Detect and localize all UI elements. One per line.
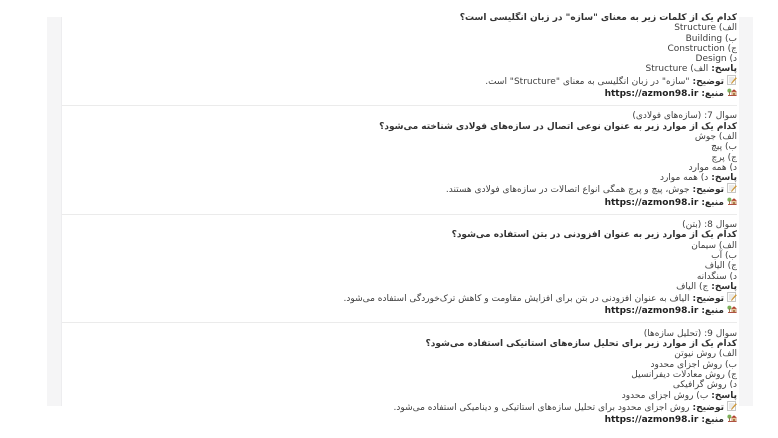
answer-label: پاسخ: (711, 64, 737, 75)
explanation-line (62, 292, 737, 304)
question-block (62, 329, 737, 426)
answer-line (62, 173, 737, 183)
page-gutter-right (739, 17, 753, 406)
explanation-label: توضیح: (692, 402, 724, 413)
explanation-text: الیاف به عنوان افزودنی در بتن برای افزایش مقاومت و کاهش ترک‌خوردگی استفاده می‌شود. (343, 294, 690, 305)
source-label: منبع: (701, 89, 724, 100)
explanation-line (62, 183, 737, 195)
question-header: سوال 7: (سازه‌های فولادی) (632, 111, 737, 122)
option-b: ب) پیچ (711, 142, 737, 153)
explanation-label: توضیح: (692, 185, 724, 196)
answer-line (62, 282, 737, 292)
option-c: ج) پرچ (711, 152, 737, 163)
answer-label: پاسخ: (711, 281, 737, 292)
house-with-garden-icon (727, 87, 737, 97)
option-c: ج) الیاف (704, 261, 737, 272)
option-d: د) سنگدانه (696, 271, 737, 282)
explanation-line (62, 401, 737, 413)
question-text: کدام یک از موارد زیر برای تحلیل سازه‌های استاتیکی استفاده می‌شود؟ (425, 339, 737, 350)
question-text: کدام یک از کلمات زیر به معنای "سازه" در زبان انگلیسی است؟ (459, 13, 737, 23)
option-d: د) Design (695, 54, 737, 65)
question-text: کدام یک از موارد زیر به عنوان افزودنی در بتن استفاده می‌شود؟ (451, 230, 737, 241)
question-header: سوال 8: (بتن) (682, 220, 737, 231)
answer-value: د) همه موارد (659, 173, 709, 184)
source-link[interactable]: https://azmon98.ir (604, 415, 699, 426)
explanation-text: "سازه" در زبان انگلیسی به معنای "Structure" است. (485, 76, 690, 87)
option-d: د) همه موارد (688, 162, 737, 173)
source-label: منبع: (701, 197, 724, 208)
question-divider (62, 322, 737, 323)
answer-line (62, 391, 737, 401)
answer-label: پاسخ: (711, 173, 737, 184)
option-a: الف) جوش (694, 131, 737, 142)
house-with-garden-icon (727, 304, 737, 314)
memo-icon (727, 401, 737, 411)
question-divider (62, 214, 737, 215)
source-line (62, 87, 737, 99)
explanation-text: جوش، پیچ و پرچ همگی انواع اتصالات در سازه‌های فولادی هستند. (445, 185, 690, 196)
source-line (62, 304, 737, 316)
source-link[interactable]: https://azmon98.ir (604, 306, 699, 317)
option-b: ب) Building (685, 33, 737, 44)
question-block (62, 13, 737, 99)
answer-value: ج) الیاف (676, 281, 709, 292)
memo-icon (727, 183, 737, 193)
explanation-label: توضیح: (692, 294, 724, 305)
option-b: ب) آب (711, 250, 737, 261)
answer-line (62, 64, 737, 74)
question-text: کدام یک از موارد زیر به عنوان نوعی اتصال در سازه‌های فولادی شناخته می‌شود؟ (379, 121, 737, 132)
source-label: منبع: (701, 306, 724, 317)
page-gutter-left (47, 17, 62, 406)
house-with-garden-icon (727, 196, 737, 206)
answer-value: الف) Structure (645, 64, 709, 75)
memo-icon (727, 292, 737, 302)
answer-label: پاسخ: (711, 390, 737, 401)
option-a: الف) Structure (674, 23, 737, 34)
source-link[interactable]: https://azmon98.ir (604, 197, 699, 208)
question-header: سوال 9: (تحلیل سازه‌ها) (643, 328, 737, 339)
option-a: الف) روش نیوتن (674, 349, 737, 360)
question-block (62, 220, 737, 317)
source-line (62, 413, 737, 425)
explanation-label: توضیح: (692, 76, 724, 87)
question-block (62, 111, 737, 208)
explanation-text: روش اجزای محدود برای تحلیل سازه‌های استاتیکی و دینامیکی استفاده می‌شود. (393, 402, 690, 413)
option-c: ج) روش معادلات دیفرانسیل (631, 369, 737, 380)
question-divider (62, 105, 737, 106)
source-label: منبع: (701, 415, 724, 426)
option-c: ج) Construction (667, 43, 737, 54)
source-line (62, 196, 737, 208)
quiz-content (62, 0, 737, 425)
explanation-line (62, 75, 737, 87)
house-with-garden-icon (727, 413, 737, 423)
source-link[interactable]: https://azmon98.ir (604, 89, 699, 100)
option-a: الف) سیمان (691, 240, 737, 251)
memo-icon (727, 75, 737, 85)
option-d: د) روش گرافیکی (672, 380, 737, 391)
option-b: ب) روش اجزای محدود (650, 359, 737, 370)
answer-value: ب) روش اجزای محدود (621, 390, 709, 401)
